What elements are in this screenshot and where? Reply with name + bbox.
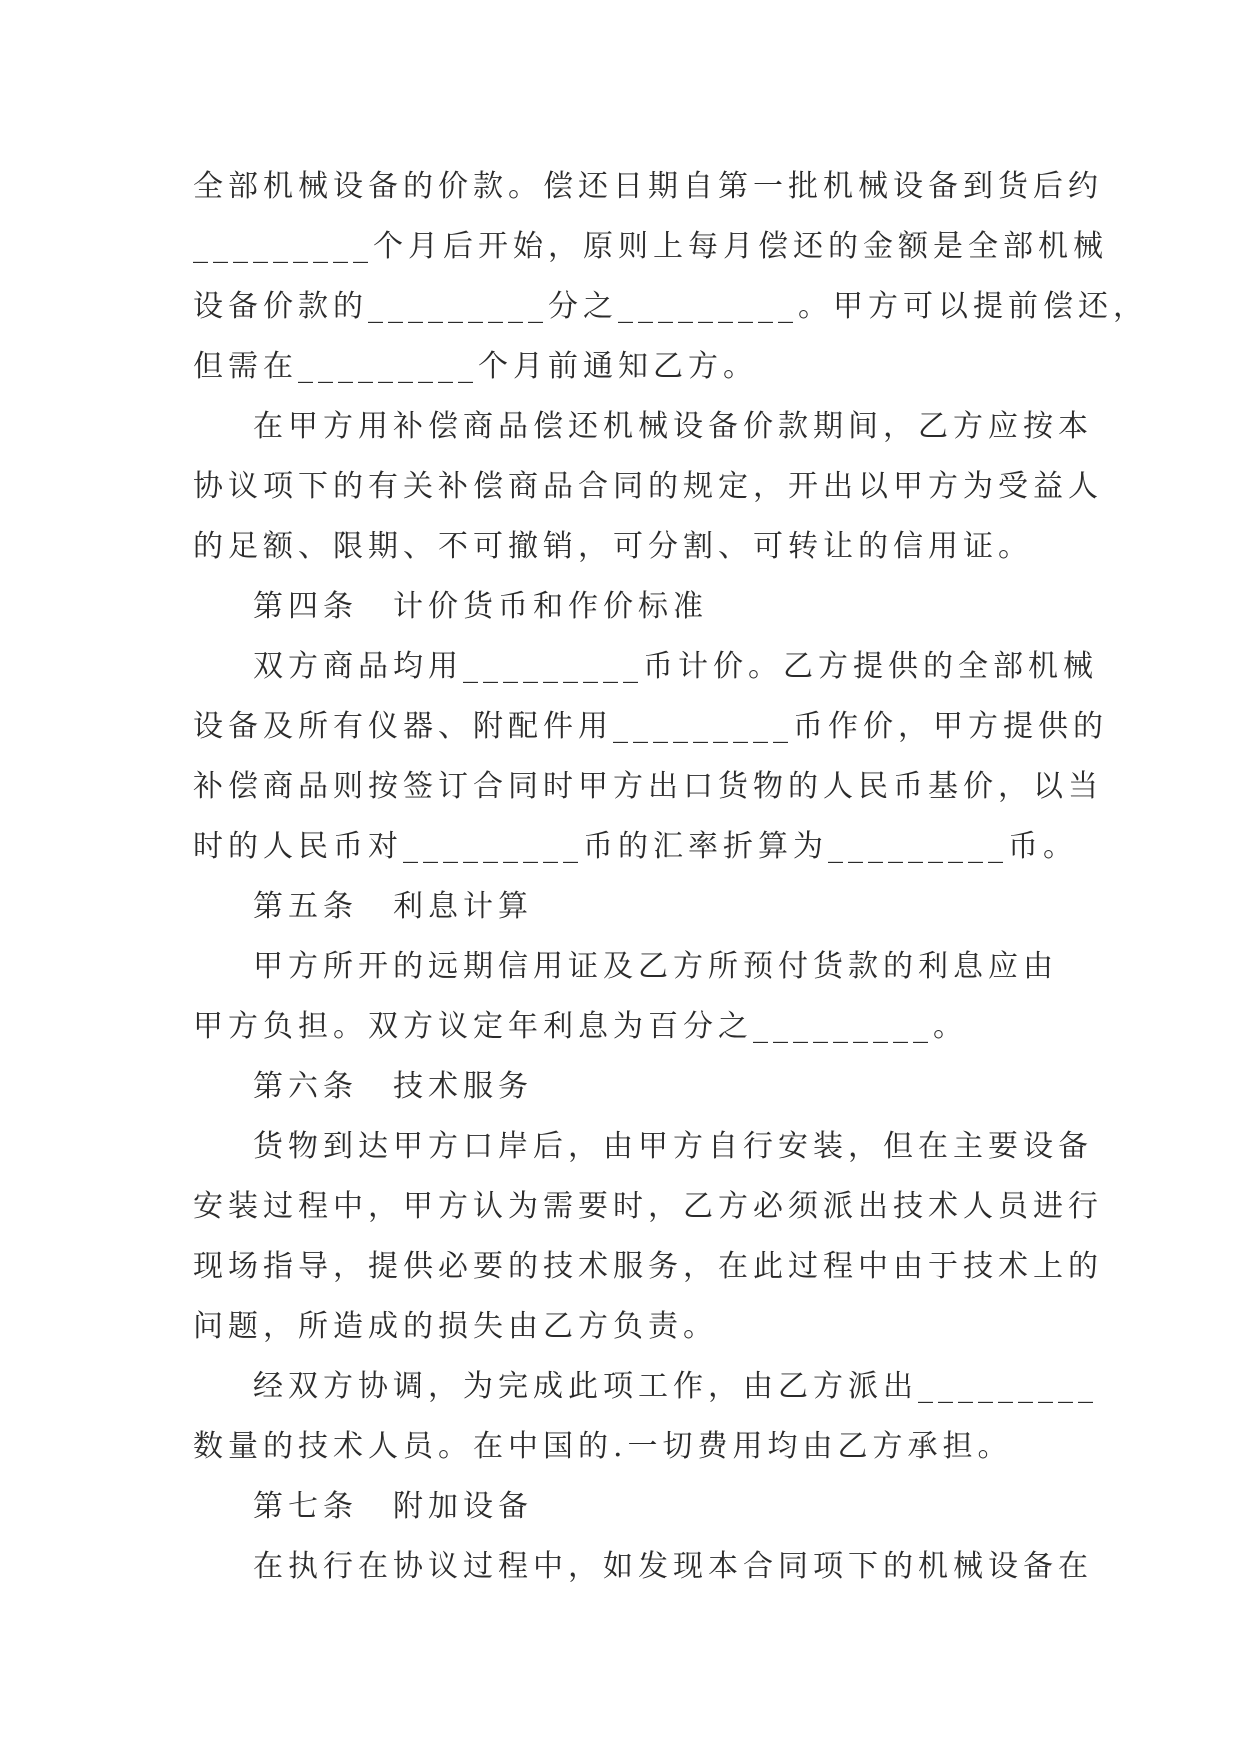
paragraph-line: 但需在_________个月前通知乙方。 [193, 349, 758, 384]
paragraph-line-indented: 在甲方用补偿商品偿还机械设备价款期间，乙方应按本 [253, 409, 1093, 444]
paragraph-line: 甲方负担。双方议定年利息为百分之_________。 [193, 1009, 968, 1044]
paragraph-line-indented: 经双方协调，为完成此项工作，由乙方派出_________ [253, 1369, 1098, 1404]
paragraph-line-indented: 在执行在协议过程中，如发现本合同项下的机械设备在 [253, 1549, 1093, 1584]
paragraph-line-indented: 双方商品均用_________币计价。乙方提供的全部机械 [253, 649, 1098, 684]
paragraph-line-indented: 第六条 技术服务 [253, 1069, 533, 1104]
paragraph-line: 现场指导，提供必要的技术服务，在此过程中由于技术上的 [193, 1249, 1103, 1284]
paragraph-line: 安装过程中，甲方认为需要时，乙方必须派出技术人员进行 [193, 1189, 1103, 1224]
paragraph-line: 设备价款的_________分之_________。甲方可以提前偿还， [193, 289, 1148, 324]
paragraph-line: 的足额、限期、不可撤销，可分割、可转让的信用证。 [193, 529, 1033, 564]
paragraph-line: 设备及所有仪器、附配件用_________币作价，甲方提供的 [193, 709, 1108, 744]
paragraph-line-indented: 第四条 计价货币和作价标准 [253, 589, 708, 624]
paragraph-line: 数量的技术人员。在中国的.一切费用均由乙方承担。 [193, 1429, 1013, 1464]
paragraph-line: 问题，所造成的损失由乙方负责。 [193, 1309, 718, 1344]
paragraph-line: 全部机械设备的价款。偿还日期自第一批机械设备到货后约 [193, 169, 1103, 204]
paragraph-line: 补偿商品则按签订合同时甲方出口货物的人民币基价，以当 [193, 769, 1103, 804]
paragraph-line: 协议项下的有关补偿商品合同的规定，开出以甲方为受益人 [193, 469, 1103, 504]
document-body [193, 157, 1148, 1597]
paragraph-line-indented: 货物到达甲方口岸后，由甲方自行安装，但在主要设备 [253, 1129, 1093, 1164]
paragraph-line-indented: 第五条 利息计算 [253, 889, 533, 924]
paragraph-line-indented: 第七条 附加设备 [253, 1489, 533, 1524]
paragraph-line-indented: 甲方所开的远期信用证及乙方所预付货款的利息应由 [253, 949, 1058, 984]
paragraph-line: 时的人民币对_________币的汇率折算为_________币。 [193, 829, 1078, 864]
paragraph-line: _________个月后开始，原则上每月偿还的金额是全部机械 [193, 229, 1108, 264]
